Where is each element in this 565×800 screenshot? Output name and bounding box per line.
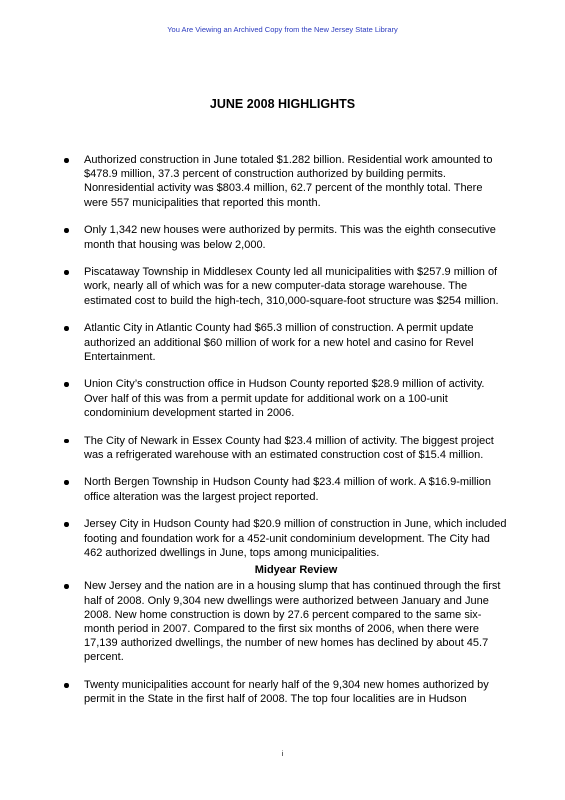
page-number: i — [281, 751, 284, 758]
list-item: North Bergen Township in Hudson County had $23.4 million of work. A $16.9-million office alteration was the largest project reported. — [62, 475, 508, 503]
list-item: Authorized construction in June totaled $1.282 billion. Residential work amounted to $478.9 million, 37.3 percent of construction authorized by building permits. Nonresidential activity was $803.4 million, 62.7 percent of the monthly total. There were 557 municipalities that reported this month. — [62, 153, 508, 210]
list-item: Union City’s construction office in Hudson County reported $28.9 million of activity. Over half of this was from a permit update for additional work on a 100-unit condominium development started in 2006. — [62, 377, 508, 420]
page-title: JUNE 2008 HIGHLIGHTS — [209, 97, 356, 111]
list-item: Twenty municipalities account for nearly half of the 9,304 new homes authorized by permit in the State in the first half of 2008. The top four localities are in Hudson — [62, 678, 508, 706]
section-title-midyear: Midyear Review — [254, 564, 338, 577]
list-item: Only 1,342 new houses were authorized by permits. This was the eighth consecutive month that housing was below 2,000. — [62, 223, 508, 251]
archive-banner: You Are Viewing an Archived Copy from the New Jersey State Library — [167, 25, 398, 34]
highlights-list — [62, 153, 508, 720]
list-item: The City of Newark in Essex County had $23.4 million of activity. The biggest project was a refrigerated warehouse with an estimated construction cost of $15.4 million. — [62, 434, 508, 462]
list-item: New Jersey and the nation are in a housing slump that has continued through the first half of 2008. Only 9,304 new dwellings were authorized between January and June 2008. New home construction is down by 27.6 percent compared to the same six-month period in 2007. Compared to the first six months of 2006, when there were 17,139 authorized dwellings, the number of new homes has declined by about 45.7 percent. — [62, 579, 508, 664]
list-item: Atlantic City in Atlantic County had $65.3 million of construction. A permit update authorized an additional $60 million of work for a new hotel and casino for Revel Entertainment. — [62, 321, 508, 364]
list-item: Piscataway Township in Middlesex County led all municipalities with $257.9 million of work, nearly all of which was for a new computer-data storage warehouse. The estimated cost to build the high-tech, 310,000-square-foot structure was $254 million. — [62, 265, 508, 308]
list-item: Jersey City in Hudson County had $20.9 million of construction in June, which included footing and foundation work for a 452-unit condominium development. The City had 462 authorized dwellings in June, tops among municipalities. — [62, 517, 508, 560]
